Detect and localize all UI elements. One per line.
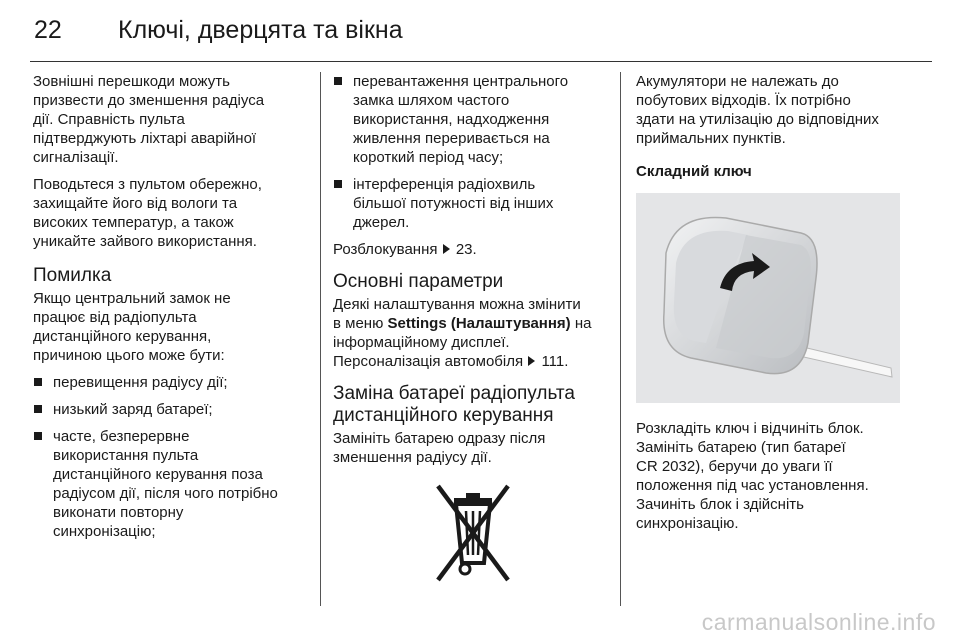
folding-key-image bbox=[636, 193, 900, 403]
bullet-item: інтерференція радіохвиль більшої потужності від інших джерел. bbox=[333, 175, 613, 232]
bullet-square bbox=[334, 180, 342, 188]
instructions-paragraph: Розкладіть ключ і відчиніть блок. Замініть батарею (тип батареї CR 2032), беручи до уваги її положення під час установлення. Зачиніть блок і здійсніть синхронізацію. bbox=[636, 420, 869, 532]
battery-replacement-heading: Заміна батареї радіопульта дистанційного керування bbox=[333, 383, 575, 426]
bullet-item: низький заряд батареї; bbox=[33, 400, 313, 419]
column-separator-2 bbox=[620, 72, 621, 606]
header-rule bbox=[30, 61, 932, 62]
page-number: 22 bbox=[34, 16, 62, 44]
column-separator-1 bbox=[320, 72, 321, 606]
watermark: carmanualsonline.info bbox=[701, 609, 936, 635]
bullet-square bbox=[34, 378, 42, 386]
disposal-paragraph: Акумулятори не належать до побутових відходів. Їх потрібно здати на утилізацію до відповідних приймальних пунктів. bbox=[636, 73, 879, 147]
replace-paragraph: Замініть батарею одразу після зменшення радіусу дії. bbox=[333, 430, 546, 466]
basic-settings-heading: Основні параметри bbox=[333, 271, 504, 292]
bullet-item: часте, безперервне використання пульта дистанційного керування поза радіусом дії, після чого потрібно виконати повторну синхронізацію; bbox=[33, 427, 313, 541]
unlock-reference-link[interactable]: 23. bbox=[455, 241, 477, 258]
column-1 bbox=[33, 72, 313, 549]
unlock-reference: Розблокування 23. bbox=[333, 241, 477, 258]
bullet-item: перевищення радіусу дії; bbox=[33, 373, 313, 392]
folding-key-illustration bbox=[636, 193, 900, 403]
bullet-square bbox=[334, 77, 342, 85]
column-3 bbox=[636, 72, 926, 541]
page-reference-arrow-icon bbox=[528, 356, 535, 366]
crossed-out-wheelie-bin-icon bbox=[434, 483, 512, 587]
care-paragraph: Поводьтеся з пультом обережно, захищайте його від вологи та високих температур, а також уникайте зайвого використання. bbox=[33, 176, 262, 250]
fault-heading: Помилка bbox=[33, 265, 112, 286]
column-2 bbox=[333, 72, 613, 587]
bullet-item: перевантаження центрального замка шляхом частого використання, надходження живлення переривається на короткий період часу; bbox=[333, 72, 613, 167]
personalization-reference-link[interactable]: 111. bbox=[541, 353, 569, 370]
bullet-square bbox=[34, 432, 42, 440]
page-title: Ключі, дверцята та вікна bbox=[118, 16, 403, 44]
settings-menu-name: Settings (Налаштування) bbox=[387, 315, 571, 332]
folding-key-heading: Складний ключ bbox=[636, 163, 752, 180]
fault-paragraph: Якщо центральний замок не працює від радіопульта дистанційного керування, причиною цього може бути: bbox=[33, 290, 231, 364]
settings-paragraph: Деякі налаштування можна змінити в меню Settings (Налаштування) на інформаційному дисплеї. Персоналізація автомобіля 111. bbox=[333, 296, 592, 370]
page-reference-arrow-icon bbox=[443, 244, 450, 254]
bullet-square bbox=[34, 405, 42, 413]
intro-paragraph: Зовнішні перешкоди можуть призвести до зменшення радіуса дії. Справність пульта підтверджують ліхтарі аварійної сигналізації. bbox=[33, 73, 265, 166]
